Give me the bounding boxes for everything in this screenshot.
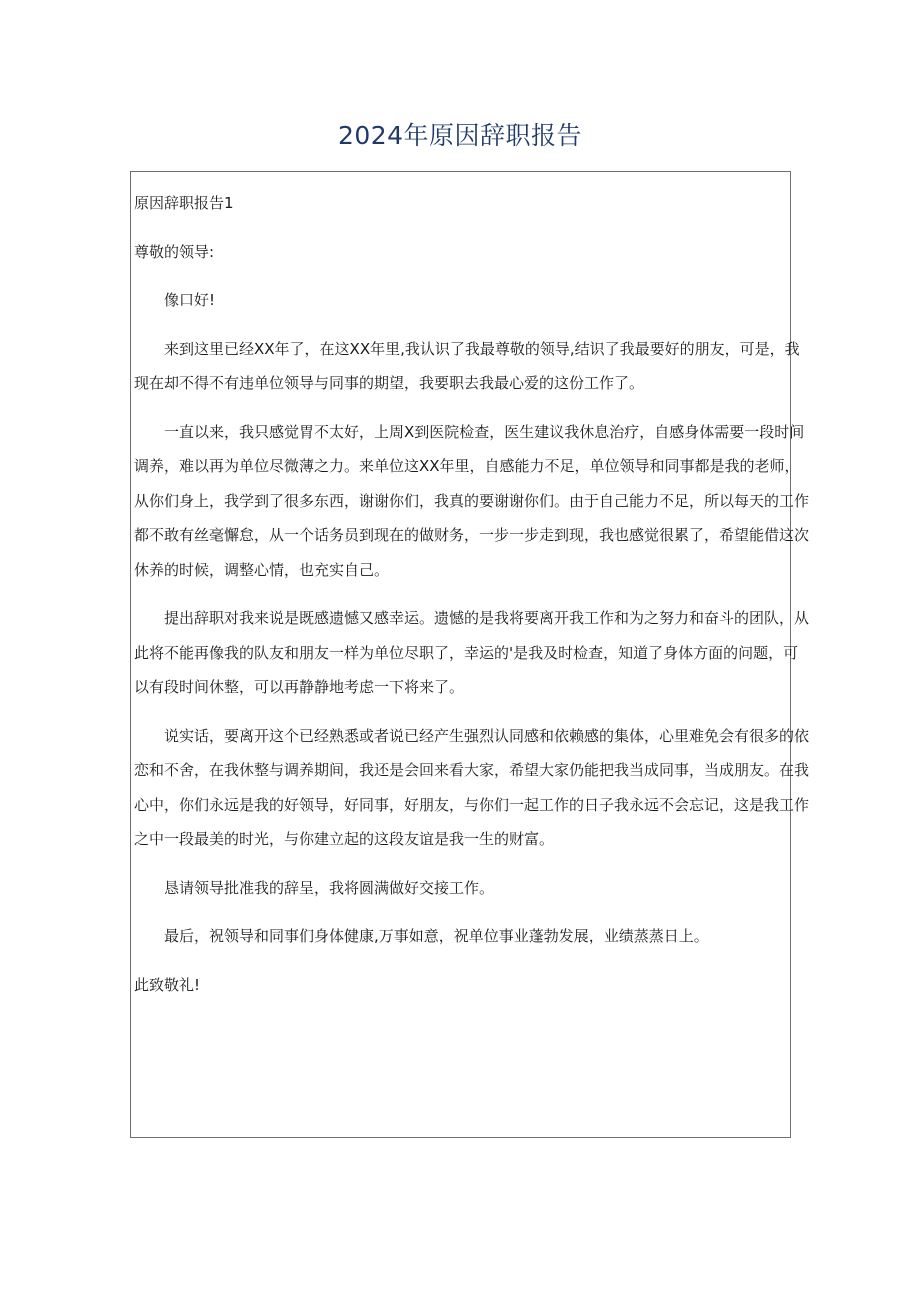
paragraph-line: 此将不能再像我的队友和朋友一样为单位尽职了，幸运的'是我及时检查，知道了身体方面的问题，可: [134, 643, 799, 662]
document-title: 2024年原因辞职报告: [337, 121, 583, 150]
body-paragraph: [134, 415, 810, 588]
salutation: 尊敬的领导:: [134, 242, 215, 261]
paragraph-line: 恋和不舍，在我休整与调养期间，我还是会回来看大家，希望大家仍能把我当成同事，当成朋友。在我: [134, 761, 810, 779]
body-paragraph: [134, 719, 810, 857]
body-paragraph: [134, 601, 810, 705]
body-paragraph: [134, 919, 792, 954]
closing: 此致敬礼!: [134, 975, 201, 994]
paragraph-line: 心中，你们永远是我的好领导，好同事，好朋友，与你们一起工作的日子我永远不会忘记，这是我工作: [134, 795, 810, 814]
paragraph-line: 之中一段最美的时光，与你建立起的这段友谊是我一生的财富。: [134, 830, 555, 848]
paragraph-line: 休养的时候，调整心情，也充实自己。: [134, 560, 390, 579]
document-body: [134, 186, 810, 1002]
paragraph-line: 一直以来，我只感觉胃不太好，上周X到医院检查，医生建议我休息治疗，自感身体需要一段时间: [164, 422, 805, 441]
section-heading: 原因辞职报告1: [134, 194, 234, 212]
paragraph-line: 最后，祝领导和同事们身体健康,万事如意，祝单位事业蓬勃发展，业绩蒸蒸日上。: [164, 927, 709, 945]
greeting: 像口好!: [164, 291, 216, 309]
paragraph-line: 说实话，要离开这个已经熟悉或者说已经产生强烈认同感和依赖感的集体，心里难免会有很多的依: [164, 726, 810, 745]
paragraph-line: 提出辞职对我来说是既感遗憾又感幸运。遗憾的是我将要离开我工作和为之努力和奋斗的团队，从: [164, 609, 810, 627]
paragraph-line: 来到这里已经XX年了，在这XX年里,我认识了我最尊敬的领导,结识了我最要好的朋友，可是，我: [164, 339, 800, 358]
paragraph-line: 以有段时间休整，可以再静静地考虑一下将来了。: [134, 678, 465, 696]
paragraph-line: 调养，难以再为单位尽微薄之力。来单位这XX年里，自感能力不足，单位领导和同事都是我的老师，: [134, 457, 800, 475]
body-paragraph: [134, 871, 792, 906]
paragraph-line: 从你们身上，我学到了很多东西，谢谢你们，我真的要谢谢你们。由于自己能力不足，所以每天的工作: [134, 491, 810, 510]
document-frame: [130, 171, 810, 1138]
paragraph-line: 都不敢有丝毫懈怠，从一个话务员到现在的做财务，一步一步走到现，我也感觉很累了，希望能借这次: [134, 526, 810, 544]
paragraph-line: 现在却不得不有违单位领导与同事的期望，我要职去我最心爱的这份工作了。: [134, 374, 645, 392]
paragraph-line: 恳请领导批准我的辞呈，我将圆满做好交接工作。: [164, 878, 495, 897]
body-paragraph: [134, 332, 800, 401]
